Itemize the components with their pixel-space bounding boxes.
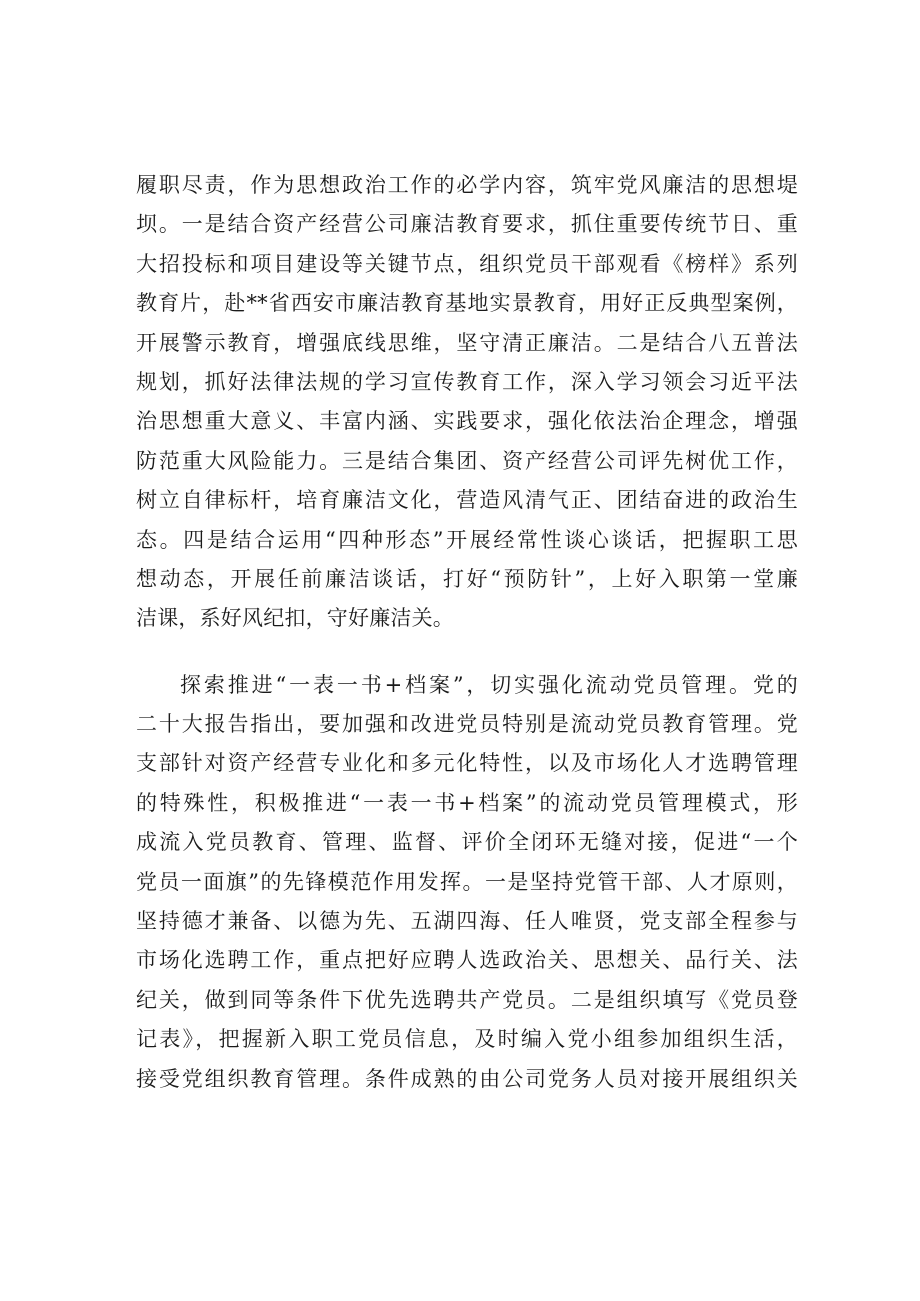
text-line: 二十大报告指出，要加强和改进党员特别是流动党员教育管理。党 [136,712,798,737]
text-line: 的特殊性，积极推进“一表一书+档案”的流动党员管理模式，形 [136,790,798,815]
document-body [136,166,798,1099]
paragraph-1 [136,166,798,639]
text-line: 探索推进“一表一书+档案”，切实强化流动党员管理。党的 [180,672,798,697]
text-line: 成流入党员教育、管理、监督、评价全闭环无缝对接，促进“一个 [136,830,798,855]
text-line: 纪关，做到同等条件下优先选聘共产党员。二是组织填写《党员登 [136,987,798,1012]
paragraph-2 [136,666,798,1099]
text-line: 支部针对资产经营专业化和多元化特性，以及市场化人才选聘管理 [136,751,798,776]
text-line: 态。四是结合运用“四种形态”开展经常性谈心谈话，把握职工思 [136,527,798,552]
text-line: 记表》，把握新入职工党员信息，及时编入党小组参加组织生活， [136,1027,798,1052]
text-line: 教育片，赴**省西安市廉洁教育基地实景教育，用好正反典型案例， [136,291,798,316]
text-line: 规划，抓好法律法规的学习宣传教育工作，深入学习领会习近平法 [136,369,798,394]
text-line: 接受党组织教育管理。条件成熟的由公司党务人员对接开展组织关 [136,1066,798,1091]
text-line: 防范重大风险能力。三是结合集团、资产经营公司评先树优工作， [136,448,798,473]
text-line: 履职尽责，作为思想政治工作的必学内容，筑牢党风廉洁的思想堤 [136,173,798,197]
text-line: 市场化选聘工作，重点把好应聘人选政治关、思想关、品行关、法 [136,948,798,973]
text-line: 开展警示教育，增强底线思维，坚守清正廉洁。二是结合八五普法 [136,330,798,355]
text-line: 大招投标和项目建设等关键节点，组织党员干部观看《榜样》系列 [136,251,798,276]
paragraph-spacer [136,639,798,666]
text-line: 党员一面旗”的先锋模范作用发挥。一是坚持党管干部、人才原则， [136,869,798,894]
text-line: 坚持德才兼备、以德为先、五湖四海、任人唯贤，党支部全程参与 [136,909,798,934]
text-line: 树立自律标杆，培育廉洁文化，营造风清气正、团结奋进的政治生 [136,488,798,513]
text-line: 坝。一是结合资产经营公司廉洁教育要求，抓住重要传统节日、重 [136,212,798,237]
text-line: 治思想重大意义、丰富内涵、实践要求，强化依法治企理念，增强 [136,409,798,434]
text-line: 想动态，开展任前廉洁谈话，打好“预防针”，上好入职第一堂廉 [136,566,798,591]
text-line: 洁课，系好风纪扣，守好廉洁关。 [136,606,454,631]
